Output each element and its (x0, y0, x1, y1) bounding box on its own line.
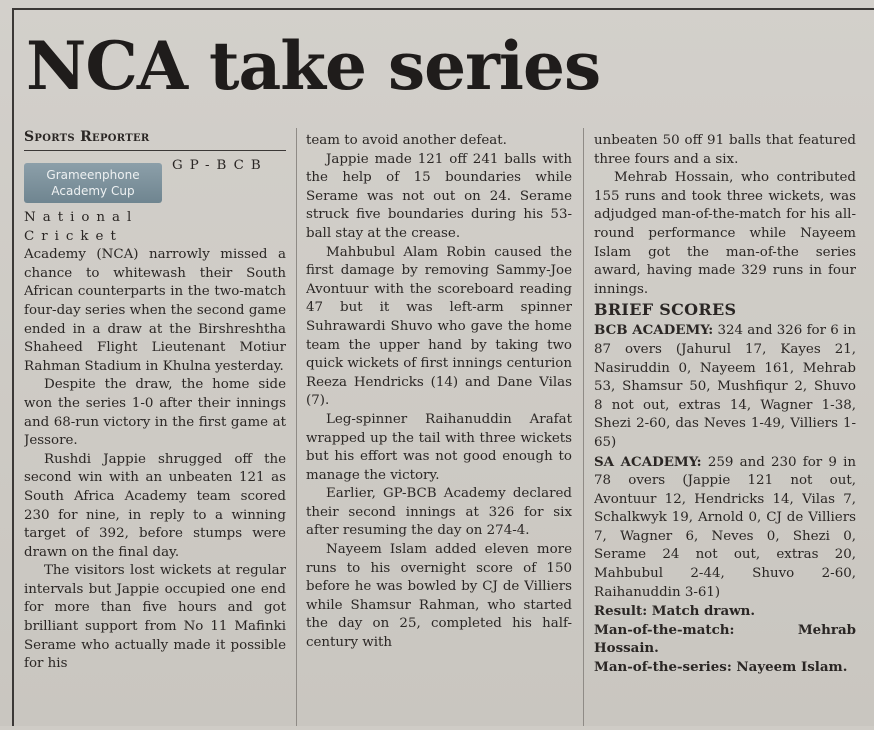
paragraph: Nayeem Islam added eleven more runs to his overnight score of 150 before he was bowled by CJ de Villiers while Shamsur Rahman, who started the day on 25, completed his half-century with (306, 542, 572, 651)
paragraph: unbeaten 50 off 91 balls that featured three fours and a six. (594, 133, 856, 167)
article-column-1 (24, 128, 286, 726)
paragraph: Earlier, GP-BCB Academy declared their second innings at 326 for six after resuming the day on 274-4. (306, 486, 572, 539)
article-column-2 (306, 132, 572, 730)
byline-rule (24, 150, 286, 151)
paragraph: Rushdi Jappie shrugged off the second win with an unbeaten 121 as South Africa Academy team scored 230 for nine, in reply to a winning target of 392, before stumps were drawn on the final day. (24, 451, 286, 560)
score-detail: 259 and 230 for 9 in 78 overs (Jappie 121 not out, Avontuur 12, Hendricks 14, Vilas 7, Schalkwyk 19, Arnold 0, CJ de Villiers 7, Wagner 6, Neves 0, Shezi 0, Serame 24 not out, extras 20, Mahbubul 2-44, Shuvo 2-60, Raihanuddin 3-61) (594, 454, 856, 600)
score-bcb (594, 321, 856, 452)
column-divider (583, 128, 584, 726)
left-rule (12, 8, 14, 726)
brief-scores-heading: BRIEF SCORES (594, 300, 737, 320)
paragraph: Academy (NCA) narrowly missed a chance to whitewash their South African counterparts in the two-match four-day series when the second game ended in a draw at the Birshreshtha Shaheed Flight Lieutenant Motiur Rahman Stadium in Khulna yesterday. (24, 247, 286, 374)
article-column-3 (594, 132, 856, 730)
logo-line-1: Grameenphone (46, 168, 140, 182)
paragraph: The visitors lost wickets at regular intervals but Jappie occupied one end for more than five hours and got brilliant support from No 11 Mafinki Serame who actually made it possible for his (24, 563, 286, 672)
byline: Sports Reporter (24, 129, 150, 145)
paragraph: Mahbubul Alam Robin caused the first damage by removing Sammy-Joe Avontuur with the scoreboard reading 47 but it was left-arm spinner Suhrawardi Shuvo who gave the home team the upper hand by taking two quick wickets of first innings centurion Reeza Hendricks (14) and Dane Vilas (7). (306, 244, 572, 409)
score-detail: 324 and 326 for 6 in 87 overs (Jahurul 17, Kayes 21, Nasiruddin 0, Nayeem 161, Mehrab 53, Shamsur 50, Mushfiqur 2, Shuvo 8 not out, extras 14, Wagner 1-38, Shezi 2-60, das Neves 1-49, Villiers 1-65) (594, 323, 856, 450)
scorecard (594, 321, 856, 676)
lead-line-3: Cricket (24, 228, 123, 244)
lead-line-2: National (24, 210, 139, 225)
paragraph: Jappie made 121 off 241 balls with the help of 15 boundaries while Serame was not out on 24. Serame struck five boundaries during his 53-ball stay at the crease. (306, 151, 572, 241)
headline: NCA take series (26, 27, 601, 105)
lead-line-1: GP-BCB (172, 158, 268, 173)
paragraph: Despite the draw, the home side won the series 1-0 after their innings and 68-run victory in the first game at Jessore. (24, 377, 286, 449)
tournament-logo (24, 163, 164, 209)
paragraph: team to avoid another defeat. (306, 133, 507, 148)
paragraph: Mehrab Hossain, who contributed 155 runs and took three wickets, was adjudged man-of-the-match for his all-round performance while Nayeem Islam got the man-of-the series award, having made 329 runs in four innings. (594, 170, 856, 297)
top-rule (14, 8, 874, 10)
score-sa (594, 453, 856, 603)
team-name: BCB ACADEMY: (594, 322, 714, 339)
result-line: Result: Match drawn. (594, 603, 756, 620)
man-of-the-series: Man-of-the-series: Nayeem Islam. (594, 659, 848, 676)
logo-line-2: Academy Cup (51, 184, 135, 198)
man-of-the-match: Man-of-the-match: Mehrab Hossain. (594, 621, 856, 657)
column-divider (296, 128, 297, 726)
team-name: SA ACADEMY: (594, 453, 702, 470)
paragraph: Leg-spinner Raihanuddin Arafat wrapped up the tail with three wickets but his effort was not good enough to manage the victory. (306, 411, 572, 483)
